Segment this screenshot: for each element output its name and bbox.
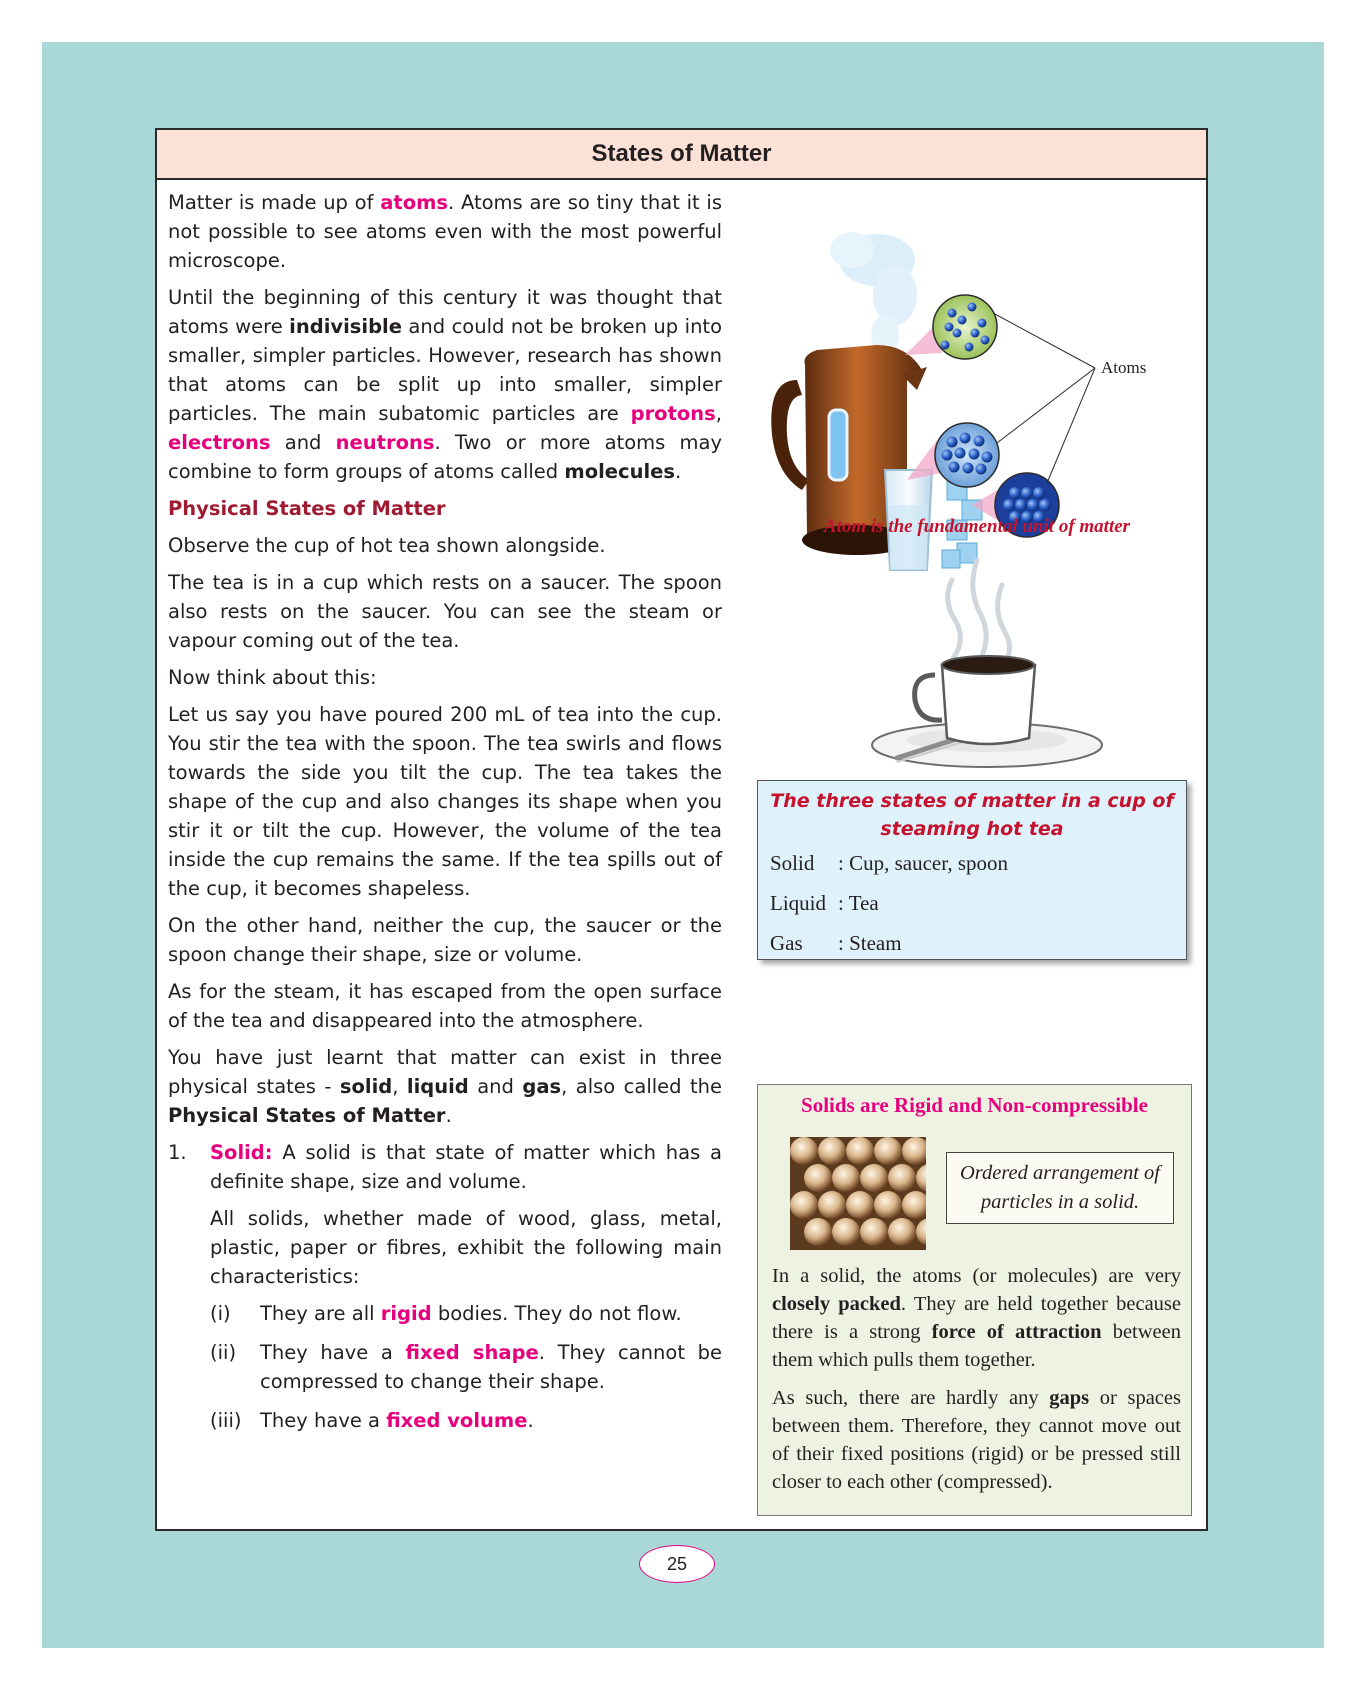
solids-paragraph-1 — [772, 1262, 1181, 1374]
atoms-label: Atoms — [1101, 358, 1147, 377]
text-run: between them which pulls them together. — [772, 1321, 1181, 1371]
solid-definition — [210, 1138, 722, 1196]
particle-arrangement-image — [790, 1137, 926, 1250]
bold-gaps: gaps — [1049, 1387, 1090, 1409]
text-run: They are all — [260, 1302, 381, 1325]
state-value: : Cup, saucer, spoon — [838, 851, 1009, 875]
text-run: bodies. They do not flow. — [431, 1302, 682, 1325]
roman-numeral: (ii) — [210, 1341, 237, 1364]
intro-paragraph-1 — [168, 188, 722, 275]
section-paragraph-5: On the other hand, neither the cup, the saucer or the spoon change their shape, size or volume. — [168, 914, 722, 966]
text-run: They have a — [260, 1409, 387, 1432]
particle-sphere — [818, 1191, 846, 1219]
bold-solid: solid — [339, 1075, 393, 1098]
steam-lines — [948, 560, 1010, 665]
solids-box-title: Solids are Rigid and Non-compressible — [801, 1093, 1148, 1117]
particle-sphere — [874, 1191, 902, 1219]
state-row-gas — [758, 923, 1186, 963]
particle-sphere — [832, 1164, 860, 1192]
text-run: , — [392, 1075, 407, 1098]
text-run: , — [715, 402, 722, 425]
section-paragraph-2: The tea is in a cup which rests on a saucer. The spoon also rests on the saucer. You can see the steam or vapour coming out of the tea. — [168, 571, 722, 652]
atoms-caption: Atom is the fundamental unit of matter — [823, 516, 1131, 537]
liquid-particles-circle — [935, 423, 999, 487]
particle-sphere — [888, 1164, 916, 1192]
characteristic-item — [210, 1299, 722, 1328]
text-run: A solid is that state of matter which has a definite shape, size and volume. — [210, 1141, 722, 1193]
text-run: . They are held together because there is a strong — [772, 1293, 1182, 1343]
section-paragraph-4: Let us say you have poured 200 mL of tea into the cup. You stir the tea with the spoon. The tea swirls and flows towards the side you tilt the cup. The tea takes the shape of the cup and also changes its shape when you stir it or tilt the cup. However, the volume of the tea inside the cup remains the same. If the tea spills out of the cup, it becomes shapeless. — [168, 703, 722, 900]
text-run: You have just learnt that matter can exist in three physical states - — [168, 1046, 722, 1098]
characteristic-item — [210, 1406, 722, 1435]
particle-sphere — [846, 1137, 874, 1165]
bold-indivisible: indivisible — [289, 315, 402, 338]
particle-sphere — [790, 1191, 818, 1219]
section-paragraph-1: Observe the cup of hot tea shown alongside. — [168, 534, 606, 557]
text-run: and — [468, 1075, 523, 1098]
particle-sphere — [790, 1137, 818, 1165]
particle-sphere — [888, 1218, 916, 1246]
text-run: . — [527, 1409, 534, 1432]
particle-sphere — [860, 1164, 888, 1192]
roman-numeral: (i) — [210, 1302, 231, 1325]
section-paragraph-3: Now think about this: — [168, 666, 377, 689]
page-number: 25 — [639, 1545, 715, 1583]
pointer-lines — [993, 313, 1095, 483]
characteristic-text — [260, 1299, 722, 1328]
text-run: Matter is made up of — [168, 191, 381, 214]
text-run: . Two or more atoms may combine to form groups of atoms called — [168, 431, 722, 483]
section-paragraph-6: As for the steam, it has escaped from the open surface of the tea and disappeared into the atmosphere. — [168, 980, 722, 1032]
state-value: : Steam — [838, 931, 902, 955]
section-paragraph-7 — [168, 1043, 722, 1130]
text-run: or spaces between them. Therefore, they cannot move out of their fixed positions (rigid) or be pressed still closer to each other (compressed). — [772, 1387, 1181, 1493]
ordered-arrangement-label: Ordered arrangement of particles in a solid. — [946, 1152, 1174, 1224]
text-run: As such, there are hardly any — [772, 1387, 1050, 1409]
item-number: 1. — [168, 1141, 187, 1164]
text-run: and — [270, 431, 336, 454]
highlight-fixed-shape: fixed shape — [405, 1341, 539, 1364]
content-frame — [155, 128, 1208, 1531]
bold-closely-packed: closely packed — [772, 1293, 901, 1315]
solids-paragraph-2 — [772, 1384, 1181, 1496]
text-run: . Atoms are so tiny that it is not possible to see atoms even with the most powerful microscope. — [168, 191, 722, 272]
particle-sphere — [860, 1218, 888, 1246]
text-run: and could not be broken up into smaller, simpler particles. However, research has shown that atoms can be split up into smaller, simpler particles. The main subatomic particles are — [168, 315, 723, 425]
text-run: . They cannot be compressed to change their shape. — [260, 1341, 722, 1393]
characteristic-text — [260, 1338, 722, 1396]
highlight-atoms: atoms — [380, 191, 449, 214]
solids-info-box — [757, 1084, 1192, 1516]
solid-characteristics-intro: All solids, whether made of wood, glass, metal, plastic, paper or fibres, exhibit the following main characteristics: — [210, 1207, 722, 1288]
state-row-solid — [758, 843, 1186, 883]
characteristic-text — [260, 1406, 722, 1435]
intro-paragraph-2 — [168, 283, 722, 486]
state-label: Solid — [770, 851, 815, 875]
highlight-neutrons: neutrons — [335, 431, 435, 454]
steam-cloud — [830, 232, 917, 355]
text-run: . — [445, 1104, 452, 1127]
particle-sphere — [832, 1218, 860, 1246]
particle-sphere — [804, 1218, 832, 1246]
three-states-box — [757, 780, 1187, 960]
state-value: : Tea — [838, 891, 879, 915]
highlight-rigid: rigid — [380, 1302, 432, 1325]
roman-numeral: (iii) — [210, 1409, 242, 1432]
gas-particles-circle — [933, 295, 997, 359]
state-label: Gas — [770, 931, 803, 955]
particle-sphere — [874, 1137, 902, 1165]
solid-label: Solid: — [210, 1141, 273, 1164]
characteristic-item — [210, 1338, 722, 1396]
section-heading: Physical States of Matter — [168, 497, 446, 520]
main-text-column — [168, 188, 722, 1445]
state-row-liquid — [758, 883, 1186, 923]
text-run: They have a — [260, 1341, 406, 1364]
particle-sphere — [818, 1137, 846, 1165]
bold-physical-states: Physical States of Matter — [168, 1104, 446, 1127]
bold-gas: gas — [522, 1075, 562, 1098]
text-run: , also called the — [561, 1075, 722, 1098]
solid-item — [168, 1138, 722, 1196]
bold-liquid: liquid — [406, 1075, 469, 1098]
highlight-electrons: electrons — [168, 431, 271, 454]
tea-cup-illustration — [857, 540, 1117, 770]
text-run: . — [674, 460, 682, 483]
text-run: In a solid, the atoms (or molecules) are very — [772, 1265, 1181, 1287]
highlight-protons: protons — [630, 402, 716, 425]
particle-sphere — [846, 1191, 874, 1219]
solids-explanation — [772, 1262, 1181, 1506]
highlight-fixed-volume: fixed volume — [386, 1409, 528, 1432]
bold-molecules: molecules — [564, 460, 675, 483]
state-label: Liquid — [770, 891, 826, 915]
particle-sphere — [804, 1164, 832, 1192]
three-states-title: The three states of matter in a cup of steaming hot tea — [770, 790, 1174, 840]
page-title: States of Matter — [157, 130, 1206, 180]
bold-force-of-attraction: force of attraction — [931, 1321, 1102, 1343]
text-run: Until the beginning of this century it was thought that atoms were — [168, 286, 722, 338]
